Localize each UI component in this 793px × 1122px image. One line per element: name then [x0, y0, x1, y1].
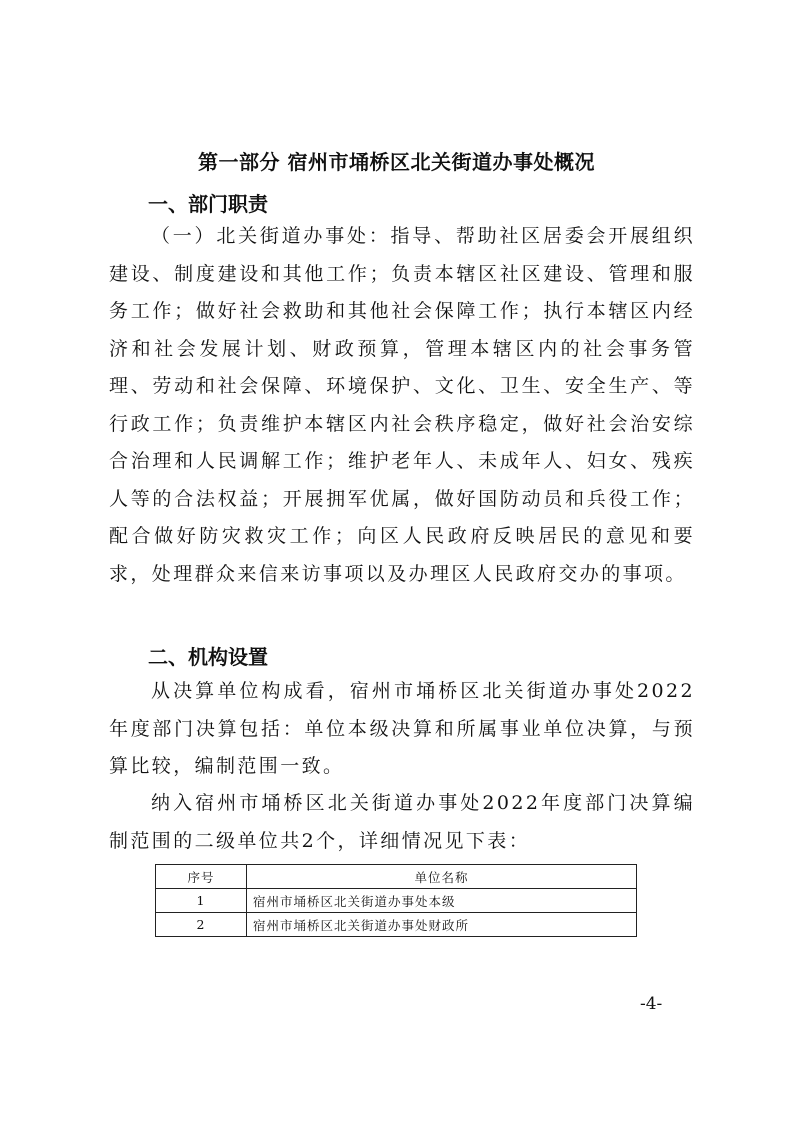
organization-paragraph-2: 纳入宿州市埇桥区北关街道办事处2022年度部门决算编制范围的二级单位共2个，详细情况见下表： — [109, 792, 695, 852]
header-unit-name: 单位名称 — [247, 865, 637, 889]
section-heading-organization: 二、机构设置 — [148, 645, 268, 669]
page-number: -4- — [640, 994, 663, 1014]
row-index: 2 — [156, 913, 247, 937]
organization-paragraph-1: 从决算单位构成看，宿州市埇桥区北关街道办事处2022年度部门决算包括：单位本级决算和所属事业单位决算，与预算比较，编制范围一致。 — [109, 680, 695, 777]
section-heading-duties: 一、部门职责 — [148, 192, 268, 216]
row-unit-name: 宿州市埇桥区北关街道办事处本级 — [247, 889, 637, 913]
units-table — [155, 864, 637, 937]
duties-paragraph: （一）北关街道办事处：指导、帮助社区居委会开展组织建设、制度建设和其他工作；负责本辖区社区建设、管理和服务工作；做好社会救助和其他社会保障工作；执行本辖区内经济和社会发展计划、财政预算，管理本辖区内的社会事务管理、劳动和社会保障、环境保护、文化、卫生、安全生产、等行政工作；负责维护本辖区内社会秩序稳定，做好社会治安综合治理和人民调解工作；维护老年人、未成年人、妇女、残疾人等的合法权益；开展拥军优属，做好国防动员和兵役工作；配合做好防灾救灾工作；向区人民政府反映居民的意见和要求，处理群众来信来访事项以及办理区人民政府交办的事项。 — [109, 225, 695, 585]
table-row — [156, 913, 637, 937]
header-index: 序号 — [156, 865, 247, 889]
row-index: 1 — [156, 889, 247, 913]
page-title: 第一部分 宿州市埇桥区北关街道办事处概况 — [198, 150, 595, 174]
table-row — [156, 889, 637, 913]
table-header-row — [156, 865, 637, 889]
row-unit-name: 宿州市埇桥区北关街道办事处财政所 — [247, 913, 637, 937]
